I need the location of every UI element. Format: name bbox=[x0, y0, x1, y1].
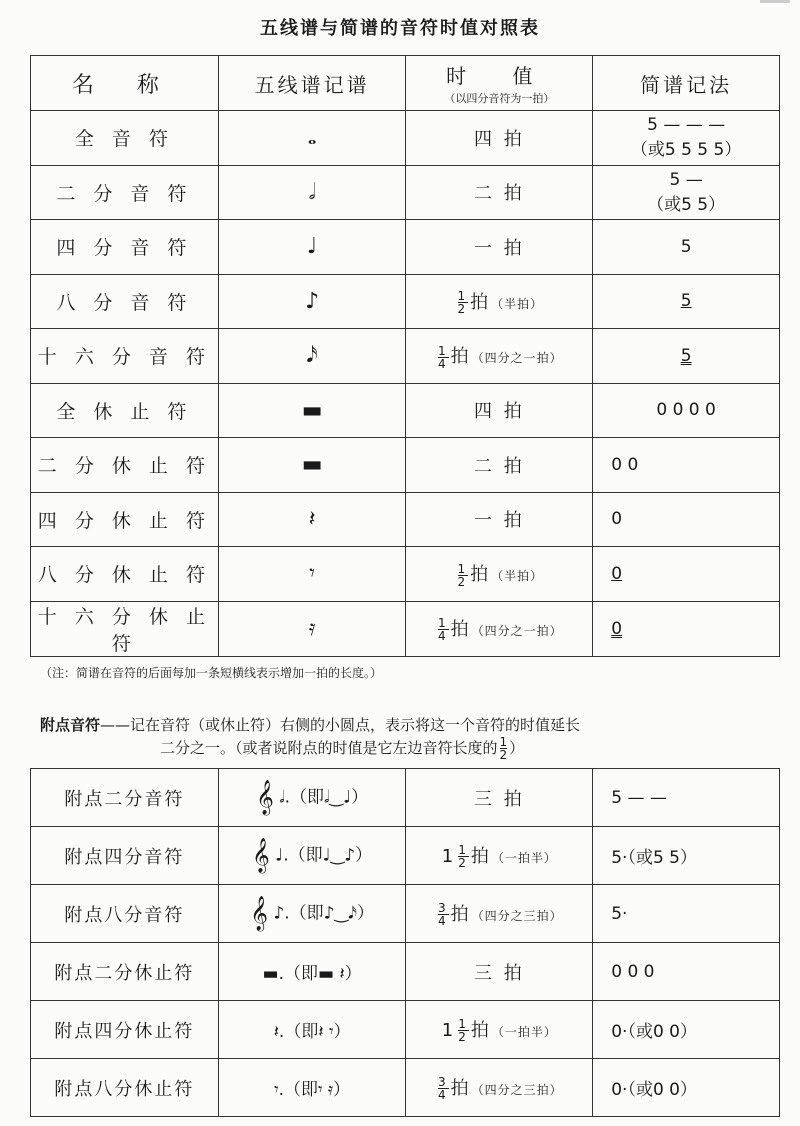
dotted-fraction bbox=[458, 1018, 469, 1043]
duration-text: 四 拍 bbox=[473, 128, 525, 150]
duration-fraction bbox=[458, 290, 469, 315]
duration-cell bbox=[406, 438, 593, 493]
jianpu-cell bbox=[593, 329, 780, 384]
dotted-jianpu: 0 0 0 bbox=[593, 943, 780, 1001]
duration-sub: （半拍） bbox=[491, 569, 544, 583]
dotted-name: 附点二分音符 bbox=[31, 769, 219, 827]
jianpu-alt: （或5 5） bbox=[647, 194, 726, 215]
dotted-fraction: $\frac{1}{2}$ bbox=[499, 735, 508, 762]
duration-sub: （四分之一拍） bbox=[471, 351, 563, 365]
dotted-staff bbox=[218, 1059, 406, 1117]
duration-cell bbox=[406, 111, 593, 166]
jianpu-main: 5 bbox=[680, 345, 692, 366]
duration-text: 拍 bbox=[470, 291, 492, 313]
dotted-staff bbox=[218, 885, 406, 943]
dotted-fraction-den: 4 bbox=[438, 914, 449, 929]
table-row bbox=[31, 492, 780, 547]
note-name: 十 六 分 音 符 bbox=[31, 329, 219, 384]
duration-sub: （半拍） bbox=[491, 296, 544, 311]
duration-sub: （一拍半） bbox=[491, 850, 557, 865]
dotted-staff bbox=[218, 769, 406, 827]
duration-text: 拍 bbox=[450, 346, 472, 367]
staff-symbol: 𝄾 bbox=[218, 547, 406, 602]
duration-text: 二 拍 bbox=[473, 455, 525, 477]
footnote: （注：简谱在音符的后面每加一条短横线表示增加一拍的长度。） bbox=[40, 666, 383, 680]
dotted-line1: ——记在音符（或休止符）右侧的小圆点，表示将这一个音符的时值延长 bbox=[100, 716, 581, 734]
header-name: 名 称 bbox=[31, 56, 219, 111]
table-row bbox=[31, 383, 780, 438]
staff-symbol: 𝅘𝅥𝅯 bbox=[218, 329, 406, 384]
duration-cell bbox=[406, 601, 593, 656]
dotted-staff bbox=[218, 1001, 406, 1059]
jianpu-alt: （或5 5 5 5） bbox=[630, 140, 742, 161]
header-duration-main: 时 值 bbox=[446, 64, 553, 88]
jianpu-main: 5 bbox=[680, 291, 692, 312]
duration-text: 拍 bbox=[450, 618, 472, 640]
dotted-description bbox=[40, 714, 780, 761]
dotted-row bbox=[31, 1001, 780, 1059]
duration-text: 拍 bbox=[470, 564, 492, 585]
header-duration bbox=[406, 56, 593, 111]
duration-text: 拍 bbox=[450, 903, 472, 925]
dotted-fraction-den: 2 bbox=[458, 1030, 469, 1045]
jianpu-cell bbox=[593, 165, 780, 220]
duration-sub: （四分之三拍） bbox=[471, 1082, 563, 1097]
dotted-staff bbox=[218, 827, 406, 885]
duration-cell bbox=[406, 274, 593, 329]
dotted-duration bbox=[406, 1001, 593, 1059]
duration-fraction-den: 4 bbox=[438, 356, 449, 371]
table-row bbox=[31, 220, 780, 275]
dotted-table bbox=[30, 768, 780, 1117]
dotted-fraction bbox=[438, 902, 449, 927]
duration-sub: （四分之一拍） bbox=[471, 623, 563, 638]
duration-text: 三 拍 bbox=[473, 788, 525, 810]
dotted-row bbox=[31, 885, 780, 943]
jianpu-main: 5 — — — bbox=[647, 115, 726, 136]
dotted-term: 附点音符 bbox=[40, 716, 101, 734]
note-name: 二 分 音 符 bbox=[31, 165, 219, 220]
duration-fraction-num: 1 bbox=[438, 616, 449, 631]
table-row bbox=[31, 274, 780, 329]
dotted-staff-text: ▬.（即▬ 𝄽） bbox=[262, 964, 362, 984]
jianpu-main: 0 0 0 0 bbox=[656, 400, 716, 421]
note-name: 全 音 符 bbox=[31, 111, 219, 166]
duration-int: 1 bbox=[441, 1019, 457, 1041]
jianpu-main: 0 0 bbox=[611, 454, 639, 475]
duration-text: 拍 bbox=[470, 1019, 492, 1041]
dotted-line2: 二分之一。（或者说附点的时值是它左边音符长度的 bbox=[160, 739, 498, 757]
jianpu-cell bbox=[593, 492, 780, 547]
table-row bbox=[31, 438, 780, 493]
staff-symbol: ▬ bbox=[218, 383, 406, 438]
note-name: 四 分 休 止 符 bbox=[31, 492, 219, 547]
treble-clef-icon: 𝄞 bbox=[256, 780, 274, 815]
duration-cell bbox=[406, 492, 593, 547]
table-row bbox=[31, 329, 780, 384]
duration-text: 一 拍 bbox=[473, 510, 525, 532]
dotted-row bbox=[31, 769, 780, 827]
duration-fraction-num: 1 bbox=[457, 561, 469, 576]
table-row bbox=[31, 547, 780, 602]
jianpu-main: 0 bbox=[611, 563, 623, 584]
note-name: 全 休 止 符 bbox=[31, 383, 219, 438]
dotted-row bbox=[31, 827, 780, 885]
duration-sub: （一拍半） bbox=[491, 1024, 557, 1039]
duration-int: 1 bbox=[441, 845, 457, 867]
staff-symbol: 𝅗𝅥 bbox=[218, 165, 406, 220]
dotted-row bbox=[31, 1059, 780, 1117]
duration-text: 二 拍 bbox=[473, 183, 525, 205]
dotted-fraction bbox=[438, 1076, 449, 1101]
dotted-duration bbox=[406, 827, 593, 885]
jianpu-cell bbox=[593, 111, 780, 166]
duration-fraction-num: 1 bbox=[438, 343, 449, 358]
duration-fraction-den: 2 bbox=[457, 574, 469, 589]
duration-fraction bbox=[458, 563, 469, 588]
jianpu-main: 0 bbox=[611, 618, 623, 639]
duration-fraction-den: 2 bbox=[457, 302, 469, 316]
jianpu-cell bbox=[593, 601, 780, 656]
table-row bbox=[31, 165, 780, 220]
duration-text: 拍 bbox=[450, 1077, 472, 1099]
dotted-end: ） bbox=[509, 739, 525, 757]
duration-text: 三 拍 bbox=[473, 962, 525, 984]
table-row bbox=[31, 601, 780, 656]
staff-symbol: 𝄿 bbox=[218, 601, 406, 656]
jianpu-cell bbox=[593, 547, 780, 602]
dotted-staff-text: 𝅗𝅥.（即𝅗𝅥‿♩） bbox=[273, 787, 369, 808]
dotted-staff-text: 𝄾.（即𝄾 𝄿） bbox=[274, 1080, 351, 1100]
note-name: 四 分 音 符 bbox=[31, 220, 219, 275]
dotted-duration bbox=[406, 1059, 593, 1117]
jianpu-cell bbox=[593, 383, 780, 438]
duration-cell bbox=[406, 329, 593, 384]
jianpu-cell bbox=[593, 220, 780, 275]
duration-fraction-num: 1 bbox=[457, 289, 469, 303]
staff-symbol: 𝄽 bbox=[218, 492, 406, 547]
duration-cell bbox=[406, 383, 593, 438]
dotted-jianpu: 0·（或0 0） bbox=[593, 1059, 780, 1117]
dotted-staff-text: 𝄽.（即𝄽 𝄾） bbox=[273, 1022, 351, 1042]
dotted-fraction-den: 4 bbox=[438, 1088, 449, 1103]
duration-fraction bbox=[438, 345, 449, 370]
dotted-staff-text: ♪.（即♪‿𝅘𝅥𝅯） bbox=[267, 903, 374, 924]
dotted-duration bbox=[406, 943, 593, 1001]
note-name: 十 六 分 休 止 符 bbox=[31, 601, 219, 656]
dotted-jianpu: 0·（或0 0） bbox=[593, 1001, 780, 1059]
duration-text: 拍 bbox=[470, 845, 492, 867]
duration-cell bbox=[406, 547, 593, 602]
header-staff: 五线谱记谱 bbox=[218, 56, 406, 111]
header-row bbox=[31, 56, 780, 111]
dotted-name: 附点八分休止符 bbox=[31, 1059, 219, 1117]
dotted-fraction-num: 1 bbox=[458, 843, 469, 858]
treble-clef-icon: 𝄞 bbox=[250, 896, 268, 931]
duration-cell bbox=[406, 165, 593, 220]
duration-text: 一 拍 bbox=[473, 237, 525, 259]
jianpu-main: 5 — bbox=[669, 169, 703, 190]
treble-clef-icon: 𝄞 bbox=[252, 838, 270, 873]
note-name: 八 分 休 止 符 bbox=[31, 547, 219, 602]
dotted-duration bbox=[406, 769, 593, 827]
staff-symbol: 𝅝 bbox=[218, 111, 406, 166]
dotted-staff bbox=[218, 943, 406, 1001]
jianpu-cell bbox=[593, 438, 780, 493]
dotted-duration bbox=[406, 885, 593, 943]
staff-symbol: ▬ bbox=[218, 438, 406, 493]
duration-cell bbox=[406, 220, 593, 275]
dotted-jianpu: 5 — — bbox=[593, 769, 780, 827]
jianpu-main: 0 bbox=[611, 509, 623, 530]
header-jianpu: 简谱记法 bbox=[593, 56, 780, 111]
duration-fraction bbox=[438, 617, 449, 642]
dotted-fraction-num: 1 bbox=[458, 1017, 469, 1032]
dotted-name: 附点四分休止符 bbox=[31, 1001, 219, 1059]
duration-table bbox=[30, 55, 780, 657]
dotted-staff-text: ♩.（即♩‿♪） bbox=[269, 845, 373, 866]
page-title: 五线谱与简谱的音符时值对照表 bbox=[260, 18, 540, 39]
dotted-fraction bbox=[458, 844, 469, 869]
dotted-name: 附点八分音符 bbox=[31, 885, 219, 943]
page-corner-mark bbox=[760, 0, 790, 3]
dotted-fraction-num: 3 bbox=[438, 1075, 449, 1090]
jianpu-main: 5 bbox=[680, 236, 692, 257]
header-duration-sub: （以四分音符为一拍） bbox=[444, 92, 555, 105]
dotted-jianpu: 5·（或5 5） bbox=[593, 827, 780, 885]
dotted-fraction-den: 2 bbox=[458, 856, 469, 871]
note-name: 二 分 休 止 符 bbox=[31, 438, 219, 493]
note-name: 八 分 音 符 bbox=[31, 274, 219, 329]
staff-symbol: ♩ bbox=[218, 220, 406, 275]
dotted-name: 附点二分休止符 bbox=[31, 943, 219, 1001]
jianpu-cell bbox=[593, 274, 780, 329]
dotted-fraction-num: 3 bbox=[438, 901, 449, 916]
staff-symbol: ♪ bbox=[218, 274, 406, 329]
duration-fraction-den: 4 bbox=[438, 629, 449, 644]
dotted-row bbox=[31, 943, 780, 1001]
dotted-jianpu: 5· bbox=[593, 885, 780, 943]
duration-text: 四 拍 bbox=[473, 401, 525, 423]
duration-sub: （四分之三拍） bbox=[471, 908, 563, 923]
dotted-name: 附点四分音符 bbox=[31, 827, 219, 885]
table-row bbox=[31, 111, 780, 166]
